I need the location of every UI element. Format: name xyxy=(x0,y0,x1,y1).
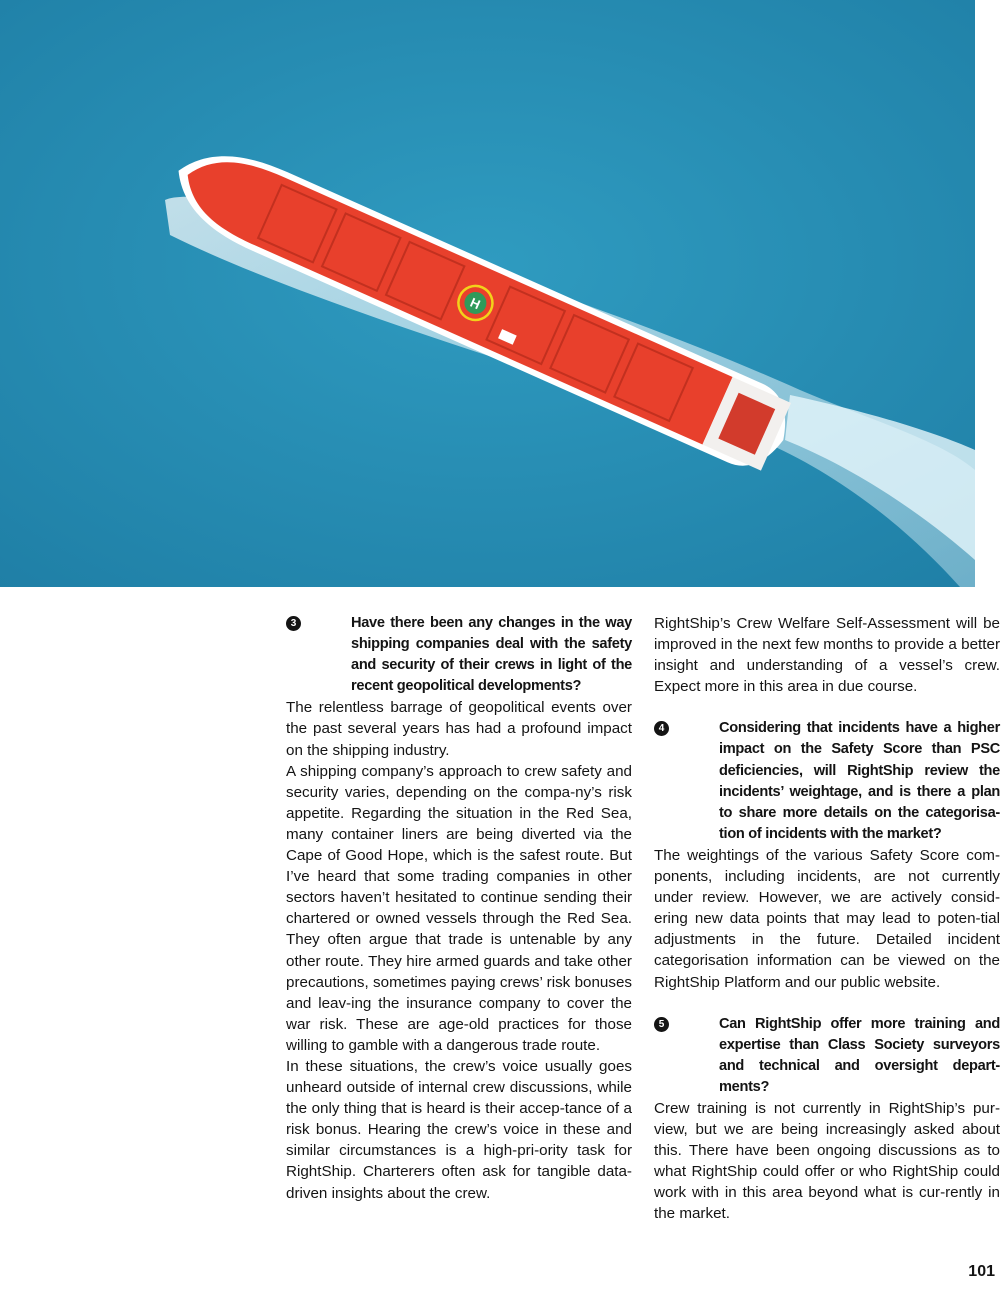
question-5: Can RightShip offer more training and expertise than Class Society surveyors and technical and oversight depart-ments? xyxy=(719,1015,1000,1095)
question-4: Considering that incidents have a higher impact on the Safety Score than PSC deficiencies, will RightShip review the incidents’ weightage, and is there a plan to share more details on the categorisa-tion of incidents with the market? xyxy=(719,720,1000,842)
answer-3-paragraph-4: RightShip’s Crew Welfare Self-Assessment will be improved in the next few months to provide a better insight and understanding of a vessel’s crew. Expect more in this area in due course. xyxy=(654,615,1000,696)
page-number: 101 xyxy=(968,1263,995,1280)
column-right xyxy=(654,613,1000,1225)
helipad-letter: H xyxy=(467,294,483,313)
answer-5: Crew training is not currently in RightShip’s pur-view, but we are being increasingly asked about this. There have been ongoing discussions as to what RightShip could offer or who RightShip could work with in this area beyond what is cur-rently in the market. xyxy=(654,1099,1000,1223)
ship-photo xyxy=(0,0,975,587)
question-number-5: 5 xyxy=(654,1017,669,1032)
question-number-4: 4 xyxy=(654,721,669,736)
question-3-block xyxy=(286,613,632,697)
question-5-block xyxy=(654,1014,1000,1098)
answer-3-paragraph-2: A shipping company’s approach to crew safety and security varies, depending on the compa-ny’s risk appetite. Regarding the situation in the Red Sea, many container liners are being diverted via the Cape of Good Hope, which is the safest route. But I’ve heard that some trading companies in other sectors haven’t hesitated to continue sending their chartered or owned vessels through the Red Sea. They often argue that trade is untenable by any other route. They hire armed guards and take other precautions, sometimes paying crews’ risk bonuses and leav-ing the insurance company to cover the war risk. These are age-old practices for those willing to gamble with a dangerous trade route. xyxy=(286,762,632,1054)
column-left xyxy=(286,613,632,1204)
question-3: Have there been any changes in the way shipping companies deal with the safety and security of their crews in light of the recent geopolitical developments? xyxy=(351,615,632,695)
question-number-3: 3 xyxy=(286,616,301,631)
answer-4: The weightings of the various Safety Score com-ponents, including incidents, are not currently under review. However, we are actively consid-ering new data points that may lead to poten-tial adjustments in the future. Detailed incident categorisation information can be viewed on the RightShip Platform and our public website. xyxy=(654,846,1000,991)
answer-3-paragraph-1: The relentless barrage of geopolitical events over the past several years has had a profound impact on the shipping industry. xyxy=(286,699,632,759)
question-4-block xyxy=(654,718,1000,845)
answer-3-paragraph-3: In these situations, the crew’s voice usually goes unheard outside of internal crew discussions, while the only thing that is heard is their accep-tance of a risk bonus. Hearing the crew’s voice in these and similar circumstances is a high-pri-ority task for RightShip. Charterers often ask for tangible data-driven insights about the crew. xyxy=(286,1057,632,1202)
